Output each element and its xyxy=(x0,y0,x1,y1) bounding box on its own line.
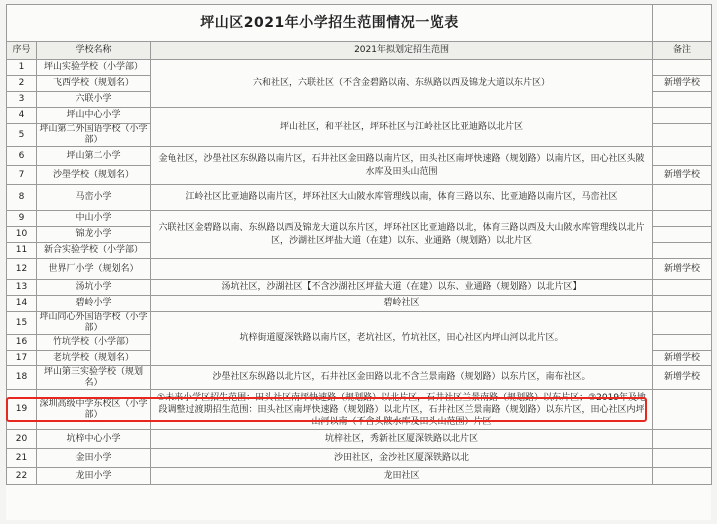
school-name: 中山小学 xyxy=(37,211,151,227)
note-cell xyxy=(653,280,712,296)
note-cell: 新增学校 xyxy=(653,366,712,390)
note-cell xyxy=(653,108,712,124)
range-group-12: 沙田社区，金沙社区厦深铁路以北 xyxy=(151,449,653,468)
table-row xyxy=(7,430,712,449)
note-cell xyxy=(653,92,712,108)
range-group-6: 汤坑社区，沙湖社区【不含沙湖社区坪盐大道（在建）以东、业通路（规划路）以北片区】 xyxy=(151,280,653,296)
note-cell xyxy=(653,243,712,259)
row-number: 18 xyxy=(7,366,37,390)
table-row xyxy=(7,108,712,124)
row-number: 15 xyxy=(7,312,37,335)
range-group-9: 沙壆社区东纵路以北片区，石井社区金田路以北不含兰景南路（规划路）以东片区，南布社区。 xyxy=(151,366,653,390)
table-row xyxy=(7,296,712,312)
note-cell xyxy=(653,147,712,166)
school-name: 六联小学 xyxy=(37,92,151,108)
row-number: 20 xyxy=(7,430,37,449)
table-row xyxy=(7,259,712,280)
note-cell xyxy=(653,390,712,430)
note-cell xyxy=(653,124,712,147)
range-group-4: 江岭社区比亚迪路以南片区，坪环社区大山陂水库管理线以南，体育三路以东、比亚迪路以南片区，马峦社区 xyxy=(151,185,653,211)
school-name: 坪山同心外国语学校（小学部） xyxy=(37,312,151,335)
note-cell xyxy=(653,185,712,211)
row-number: 9 xyxy=(7,211,37,227)
note-cell: 新增学校 xyxy=(653,351,712,366)
note-cell xyxy=(653,468,712,485)
row-number: 5 xyxy=(7,124,37,147)
row-number: 3 xyxy=(7,92,37,108)
row-number: 11 xyxy=(7,243,37,259)
range-group-1: 六和社区，六联社区（不含金碧路以南、东纵路以西及锦龙大道以东片区） xyxy=(151,60,653,108)
note-cell: 新增学校 xyxy=(653,166,712,185)
note-cell xyxy=(653,296,712,312)
table-row xyxy=(7,312,712,335)
table-title: 坪山区2021年小学招生范围情况一览表 xyxy=(7,5,653,42)
header-row xyxy=(7,42,712,60)
row-number: 12 xyxy=(7,259,37,280)
row-number: 6 xyxy=(7,147,37,166)
school-name: 金田小学 xyxy=(37,449,151,468)
table-row xyxy=(7,280,712,296)
school-name: 沙壆学校（规划名） xyxy=(37,166,151,185)
school-name: 锦龙小学 xyxy=(37,227,151,243)
row-number: 4 xyxy=(7,108,37,124)
note-cell xyxy=(653,227,712,243)
note-cell xyxy=(653,60,712,76)
title-row xyxy=(7,5,712,42)
row-number: 19 xyxy=(7,390,37,430)
range-empty xyxy=(151,259,653,280)
row-number: 8 xyxy=(7,185,37,211)
note-cell xyxy=(653,335,712,351)
row-number: 7 xyxy=(7,166,37,185)
school-name: 碧岭小学 xyxy=(37,296,151,312)
school-name: 新合实验学校（小学部） xyxy=(37,243,151,259)
range-group-7: 碧岭社区 xyxy=(151,296,653,312)
school-name: 世界厂小学（规划名） xyxy=(37,259,151,280)
row-number: 16 xyxy=(7,335,37,351)
range-group-5: 六联社区金碧路以南、东纵路以西及锦龙大道以东片区，坪环社区比亚迪路以北，体育三路以西及大山陂水库管理线以北片区，沙湖社区坪盐大道（在建）以东、业通路（规划路）以北片区 xyxy=(151,211,653,259)
note-cell xyxy=(653,430,712,449)
row-number: 1 xyxy=(7,60,37,76)
row-number: 13 xyxy=(7,280,37,296)
table-row xyxy=(7,449,712,468)
range-group-10: ①未来小学区招生范围：田头社区南坪快速路（规划路）以北片区，石井社区兰景南路（规划路）以东片区；②2019年及地段调整过渡期招生范围：田头社区南坪快速路（规划路）以北片区，石井社区兰景南路（规划路）以东片区，田心社区内坪山河以南（不含头陂水库及田头山范围）片区 xyxy=(151,390,653,430)
row-number: 10 xyxy=(7,227,37,243)
header-seq: 序号 xyxy=(7,42,37,60)
note-cell: 新增学校 xyxy=(653,76,712,92)
header-school: 学校名称 xyxy=(37,42,151,60)
school-name: 坪山实验学校（小学部） xyxy=(37,60,151,76)
school-name: 坪山第二外国语学校（小学部） xyxy=(37,124,151,147)
table-row-highlighted xyxy=(7,366,712,390)
range-group-2: 坪山社区，和平社区，坪环社区与江岭社区比亚迪路以北片区 xyxy=(151,108,653,147)
school-name: 马峦小学 xyxy=(37,185,151,211)
school-name: 深圳高级中学东校区（小学部） xyxy=(37,390,151,430)
table-row xyxy=(7,390,712,430)
school-name: 竹坑学校（小学部） xyxy=(37,335,151,351)
header-note: 备注 xyxy=(653,42,712,60)
school-name: 龙田小学 xyxy=(37,468,151,485)
range-group-11: 坑梓社区，秀新社区厦深铁路以北片区 xyxy=(151,430,653,449)
range-group-3: 金龟社区，沙壆社区东纵路以南片区，石井社区金田路以南片区，田头社区南坪快速路（规划路）以南片区，田心社区头陂水库及田头山范围 xyxy=(151,147,653,185)
range-group-13: 龙田社区 xyxy=(151,468,653,485)
enrollment-table-sheet xyxy=(6,4,711,520)
school-name: 飞西学校（规划名） xyxy=(37,76,151,92)
table-row xyxy=(7,468,712,485)
school-name: 坪山第二小学 xyxy=(37,147,151,166)
school-name: 坑梓中心小学 xyxy=(37,430,151,449)
header-range: 2021年拟划定招生范围 xyxy=(151,42,653,60)
row-number: 2 xyxy=(7,76,37,92)
row-number: 22 xyxy=(7,468,37,485)
note-cell xyxy=(653,449,712,468)
table-row xyxy=(7,60,712,76)
school-name: 老坑学校（规划名） xyxy=(37,351,151,366)
row-number: 14 xyxy=(7,296,37,312)
note-cell xyxy=(653,312,712,335)
table-row xyxy=(7,147,712,166)
row-number: 21 xyxy=(7,449,37,468)
note-cell xyxy=(653,211,712,227)
enrollment-table xyxy=(6,4,712,485)
school-name: 汤坑小学 xyxy=(37,280,151,296)
title-corner xyxy=(653,5,712,42)
range-group-8: 坑梓街道厦深铁路以南片区，老坑社区，竹坑社区，田心社区内坪山河以北片区。 xyxy=(151,312,653,366)
school-name: 坪山中心小学 xyxy=(37,108,151,124)
table-row xyxy=(7,185,712,211)
note-cell: 新增学校 xyxy=(653,259,712,280)
table-row xyxy=(7,211,712,227)
school-name: 坪山第三实验学校（规划名） xyxy=(37,366,151,390)
row-number: 17 xyxy=(7,351,37,366)
